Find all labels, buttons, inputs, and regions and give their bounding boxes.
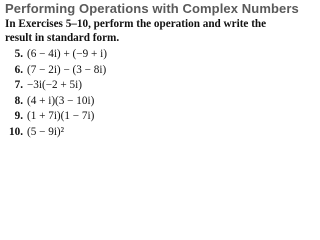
exercise-expression: (5 − 9i)² xyxy=(27,125,65,138)
exercise-number: 7. xyxy=(14,79,23,92)
exercise-number: 10. xyxy=(9,125,23,138)
exercise-number: 5. xyxy=(14,48,23,60)
exercise-item xyxy=(5,78,107,94)
exercise-list xyxy=(5,47,107,141)
exercise-expression: (7 − 2i) − (3 − 8i) xyxy=(27,63,107,76)
section-title: Performing Operations with Complex Numbers xyxy=(5,1,299,16)
exercise-number: 6. xyxy=(14,63,23,76)
exercise-instructions: In Exercises 5–10, perform the operation and write the result in standard form. xyxy=(5,18,267,44)
exercise-item xyxy=(5,63,107,79)
exercise-item xyxy=(5,125,107,141)
exercise-item xyxy=(5,109,107,125)
exercise-number: 8. xyxy=(14,94,23,107)
exercise-expression: (4 + i)(3 − 10i) xyxy=(27,94,95,107)
exercise-number: 9. xyxy=(14,110,23,123)
exercise-expression: −3i(−2 + 5i) xyxy=(27,79,82,92)
exercise-expression: (6 − 4i) + (−9 + i) xyxy=(27,48,107,60)
exercise-item xyxy=(5,47,107,63)
exercise-item xyxy=(5,94,107,110)
exercise-expression: (1 + 7i)(1 − 7i) xyxy=(27,110,95,123)
